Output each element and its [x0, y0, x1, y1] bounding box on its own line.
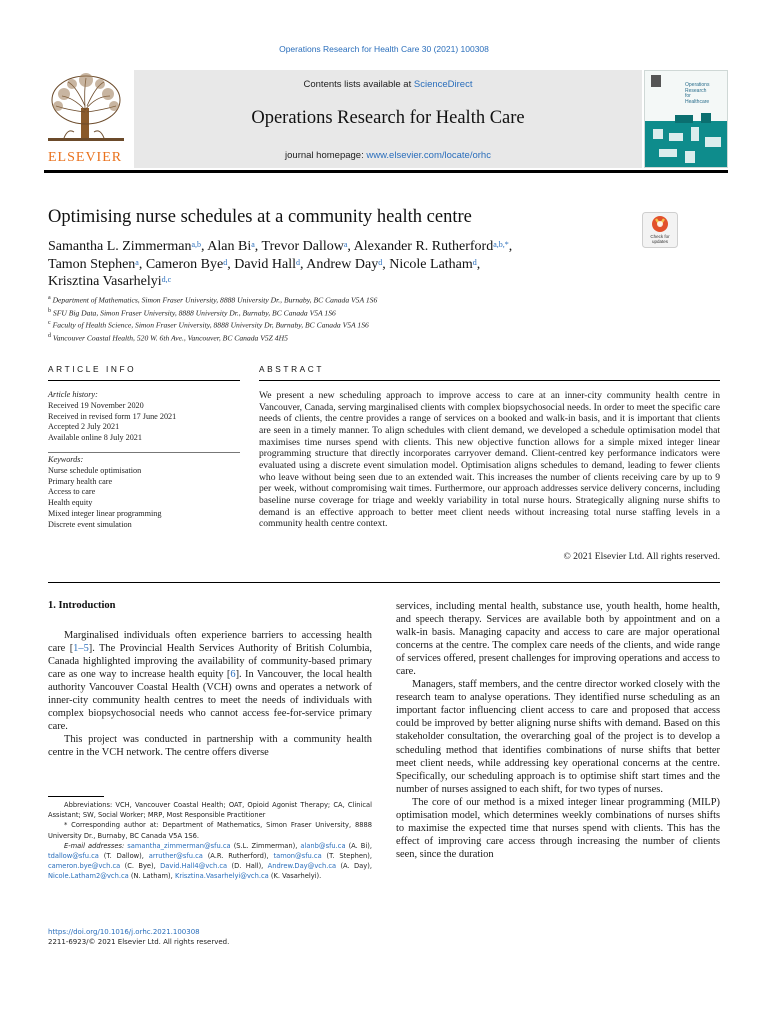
- author-name: Alexander R. Rutherford: [353, 239, 494, 254]
- cover-title: [685, 83, 727, 105]
- email-owner: (T. Dallow),: [103, 852, 144, 861]
- author[interactable]: [262, 239, 348, 254]
- article-info-label: ARTICLE INFO: [48, 364, 137, 374]
- author-separator: ,: [227, 256, 235, 272]
- section-heading-introduction: 1. Introduction: [48, 600, 116, 611]
- abstract-bottom-rule: [48, 582, 720, 583]
- author[interactable]: [207, 239, 255, 254]
- author-separator: ,: [476, 256, 481, 272]
- affiliation-key: b: [48, 307, 51, 314]
- journal-homepage-link[interactable]: www.elsevier.com/locate/orhc: [366, 150, 491, 161]
- email-link[interactable]: samantha_zimmerman@sfu.ca: [127, 841, 231, 850]
- body-paragraph: Managers, staff members, and the centre director worked closely with the research team to analyse operations. They identified nurse scheduling as an important factor influencing client access to care and proposed that access could be improved by better aligning nurse shifts with demand. Based on this stakeholder consultation, the overarching goal of the project is to develop a scheduling method that identifies combinations of nurse shifts that better meet client needs, while addressing key operational concerns at the centre. Specifically, our scheduling approach is to optimise shift start times and the number of nurses assigned to each shift, for two types of nurses.: [396, 679, 720, 795]
- author-name: Cameron Bye: [145, 256, 224, 272]
- cover-line: Research: [685, 87, 707, 94]
- email-owner: (C. Bye),: [124, 862, 156, 871]
- article-info-divider: [48, 452, 240, 453]
- affiliation: [48, 293, 708, 306]
- homepage-prefix: journal homepage:: [285, 150, 367, 161]
- cover-line: Operations: [685, 82, 710, 88]
- author-affil-marker[interactable]: a: [343, 240, 348, 249]
- masthead-center: [134, 70, 642, 168]
- author-name: David Hall: [234, 256, 297, 272]
- author-affil-marker[interactable]: d: [296, 257, 301, 267]
- history-item: Available online 8 July 2021: [48, 433, 142, 443]
- author-affil-marker[interactable]: a,b: [191, 240, 202, 249]
- abstract-copyright: © 2021 Elsevier Ltd. All rights reserved.: [563, 551, 720, 562]
- affiliation-text: Department of Mathematics, Simon Fraser University, 8888 University Dr., Burnaby, BC Canada V5A 1S6: [52, 295, 378, 305]
- abbreviations-footnote: Abbreviations: VCH, Vancouver Coastal Health; OAT, Opioid Agonist Therapy; CA, Clinical Assistant; SW, Social Worker; MRP, Most Responsible Practitioner: [48, 801, 372, 820]
- email-owner: (A. Bi),: [348, 841, 372, 850]
- email-footnote: [48, 841, 372, 882]
- homepage-line: [134, 150, 642, 161]
- body-column-right: [396, 600, 720, 861]
- email-owner: (T. Stephen),: [326, 852, 372, 861]
- author-name: Tamon Stephen: [48, 256, 136, 272]
- author-affil-marker[interactable]: a: [251, 240, 255, 249]
- email-link[interactable]: tamon@sfu.ca: [273, 852, 322, 861]
- email-label: E-mail addresses:: [64, 841, 125, 850]
- email-owner: (K. Vasarhelyi).: [270, 872, 322, 881]
- email-link[interactable]: alanb@sfu.ca: [300, 841, 346, 850]
- author-separator: ,: [201, 239, 208, 254]
- abstract-rule: [259, 380, 720, 381]
- doi-link[interactable]: https://doi.org/10.1016/j.orhc.2021.100308: [48, 928, 200, 936]
- body-text: Marginalised individuals often experience barriers to accessing health care [: [48, 630, 372, 655]
- elsevier-wordmark: ELSEVIER: [48, 150, 123, 165]
- email-owner: (A. Day),: [340, 862, 372, 871]
- author-name: Krisztina Vasarhelyi: [48, 274, 162, 289]
- author-list: [48, 238, 628, 291]
- footnote-rule: [48, 796, 104, 797]
- sciencedirect-link[interactable]: ScienceDirect: [413, 79, 473, 90]
- contents-line: [134, 79, 642, 90]
- keyword: Mixed integer linear programming: [48, 508, 162, 518]
- citation-link[interactable]: 6: [230, 669, 236, 681]
- keywords: [48, 455, 238, 531]
- elsevier-tree-icon: [44, 70, 128, 150]
- contents-prefix: Contents lists available at: [303, 79, 414, 90]
- author-affil-marker[interactable]: a,b,*: [493, 240, 509, 249]
- author-affil-marker[interactable]: d: [472, 257, 477, 267]
- author-affil-marker[interactable]: d: [378, 257, 383, 267]
- affiliation-key: d: [48, 332, 51, 339]
- affiliation-key: c: [48, 320, 51, 327]
- author-separator: ,: [347, 239, 354, 254]
- author[interactable]: [306, 257, 382, 272]
- affiliation-key: a: [48, 295, 51, 301]
- affiliation: [48, 331, 708, 344]
- body-text: This project was conducted in partnership with a community health centre in the VCH network. The centre offers diverse: [48, 734, 372, 759]
- author-separator: ,: [508, 239, 513, 254]
- cover-line: for: [685, 93, 691, 99]
- author[interactable]: [389, 257, 477, 272]
- keyword: Primary health care: [48, 476, 113, 486]
- author[interactable]: [354, 239, 509, 254]
- check-updates-label: [642, 234, 678, 244]
- author-separator: ,: [138, 256, 146, 272]
- email-link[interactable]: Nicole.Latham2@vch.ca: [48, 872, 129, 881]
- email-owner: (A.R. Rutherford),: [207, 852, 269, 861]
- affiliation: [48, 318, 708, 331]
- author-name: Trevor Dallow: [261, 239, 344, 254]
- author-name: Andrew Day: [306, 256, 379, 272]
- corresponding-author-footnote: * Corresponding author at: Department of Mathematics, Simon Fraser University, 8888 University Dr., Burnaby, BC Canada V5A 1S6.: [48, 821, 372, 840]
- author[interactable]: [48, 239, 201, 254]
- check-updates-line: Check for: [650, 234, 670, 239]
- article-history: [48, 390, 238, 444]
- running-head[interactable]: Operations Research for Health Care 30 (2021) 100308: [279, 44, 489, 54]
- footnotes: [48, 800, 372, 882]
- affiliation-text: Faculty of Health Science, Simon Fraser University, 8888 University Dr, Burnaby, BC Canada V5A 1S6: [52, 320, 369, 330]
- article-title: Optimising nurse schedules at a community health centre: [48, 207, 472, 227]
- journal-masthead: [44, 70, 728, 168]
- email-owner: (S.L. Zimmerman),: [233, 841, 298, 850]
- author-affil-marker[interactable]: d,c: [161, 275, 172, 284]
- cover-line: Healthcare: [685, 98, 710, 105]
- body-paragraph: [48, 733, 372, 759]
- check-updates-line: updates: [651, 239, 668, 244]
- abstract-label: ABSTRACT: [259, 364, 325, 374]
- masthead-rule: [44, 170, 728, 173]
- email-link[interactable]: Andrew.Day@vch.ca: [267, 862, 337, 871]
- author[interactable]: [234, 257, 300, 272]
- journal-title: Operations Research for Health Care: [251, 108, 525, 128]
- body-paragraph: services, including mental health, substance use, youth health, home health, and speech therapy. Services are available both by appointment and on a walk-in basis. Managing capacity and access to care are major operational concerns at the centre. The complex care needs of the clients, and wide range of services offered, present challenges for improving operations and access to care.: [396, 601, 720, 678]
- abstract-text: We present a new scheduling approach to improve access to care at an inner-city community health centre in Vancouver, Canada, serving marginalised clients with complex biopsychosocial needs. In order to meet the specific care needs of clients, the centre provides a range of services on a booked and walk-in basis, and it is important that clients are seen in a timely manner. To align schedules with client demand, we developed a schedule optimisation model that maximises time nurses spend with clients. This new objective function allows for a simple mixed integer linear programming structure that directly incorporates carryover demand. Client-centred key performance indicators were evaluated using a discrete event simulation model. Optimisation aligns schedules to demand, leading to fewer clients who leave without being seen due to an extended wait. This increases the number of clients receiving care by up to 9 per week, without compromising wait times. Furthermore, our approach addresses service delivery concerns, including baseline nurse coverage for triage and weekly variability in total nurse hours. Strategically aligning nurse shifts to demand is an effective approach to better meet client needs without increasing total nurse staffing levels in a community health centre context.: [259, 390, 720, 530]
- keywords-heading: Keywords:: [48, 455, 84, 464]
- journal-cover-thumbnail[interactable]: [644, 70, 728, 168]
- affiliation-text: SFU Big Data, Simon Fraser University, 8888 University Dr., Burnaby, BC Canada V5A 1S6: [52, 308, 336, 318]
- history-item: Accepted 2 July 2021: [48, 422, 120, 432]
- author-affil-marker[interactable]: d: [223, 257, 228, 267]
- author-separator: ,: [300, 256, 307, 272]
- email-link[interactable]: arruther@sfu.ca: [148, 852, 203, 861]
- author[interactable]: [48, 274, 171, 289]
- history-item: Received 19 November 2020: [48, 400, 144, 410]
- article-info-rule: [48, 380, 240, 381]
- keyword: Health equity: [48, 498, 93, 508]
- article-history-heading: Article history:: [48, 390, 98, 399]
- email-link[interactable]: Krisztina.Vasarhelyi@vch.ca: [174, 872, 269, 881]
- history-item: Received in revised form 17 June 2021: [48, 411, 177, 421]
- author-name: Samantha L. Zimmerman: [48, 239, 192, 254]
- email-owner: (N. Latham),: [130, 872, 173, 881]
- affiliations: [48, 293, 708, 343]
- keyword: Nurse schedule optimisation: [48, 465, 142, 475]
- author-name: Alan Bi: [207, 239, 252, 254]
- email-owner: (D. Hall),: [231, 862, 264, 871]
- author-separator: ,: [254, 239, 262, 254]
- elsevier-logo[interactable]: [44, 70, 128, 168]
- body-paragraph: [48, 629, 372, 733]
- keyword: Discrete event simulation: [48, 519, 132, 529]
- email-link[interactable]: tdallow@sfu.ca: [48, 852, 99, 861]
- body-text: ]. The Provincial Health Services Authority of British Columbia, Canada highlighted improving the availability of community-based primary care as one way to increase health equity [: [48, 643, 372, 681]
- affiliation-text: Vancouver Coastal Health, 520 W. 6th Ave., Vancouver, BC Canada V5Z 4H5: [52, 333, 288, 343]
- author-separator: ,: [382, 256, 390, 272]
- body-paragraph: The core of our method is a mixed integer linear programming (MILP) optimisation model, which determines weekly combinations of nurses shifts to maximise the expected time that nurses spend with clients. This has the effect of improving care access through increasing the number of clients seen, since the duration: [396, 796, 720, 860]
- author[interactable]: [146, 257, 227, 272]
- author-affil-marker[interactable]: a: [135, 257, 139, 267]
- citation-link[interactable]: 1–5: [73, 643, 89, 655]
- author[interactable]: [48, 257, 139, 272]
- email-link[interactable]: cameron.bye@vch.ca: [48, 862, 121, 871]
- email-link[interactable]: David.Hall4@vch.ca: [160, 862, 228, 871]
- author-name: Nicole Latham: [389, 256, 473, 272]
- affiliation: [48, 306, 708, 319]
- issn-line: 2211-6923/© 2021 Elsevier Ltd. All rights reserved.: [48, 938, 230, 947]
- body-text: ]. In Vancouver, the local health authority Vancouver Coastal Health (VCH) owns and operates a network of inner-city community health centres to meet the needs of individuals with complex biopsychosocial needs who cannot access fee-for-service primary care.: [48, 669, 372, 733]
- keyword: Access to care: [48, 487, 96, 497]
- check-for-updates-button[interactable]: [642, 212, 678, 248]
- body-column-left: [48, 629, 372, 759]
- page-footer: [48, 927, 378, 948]
